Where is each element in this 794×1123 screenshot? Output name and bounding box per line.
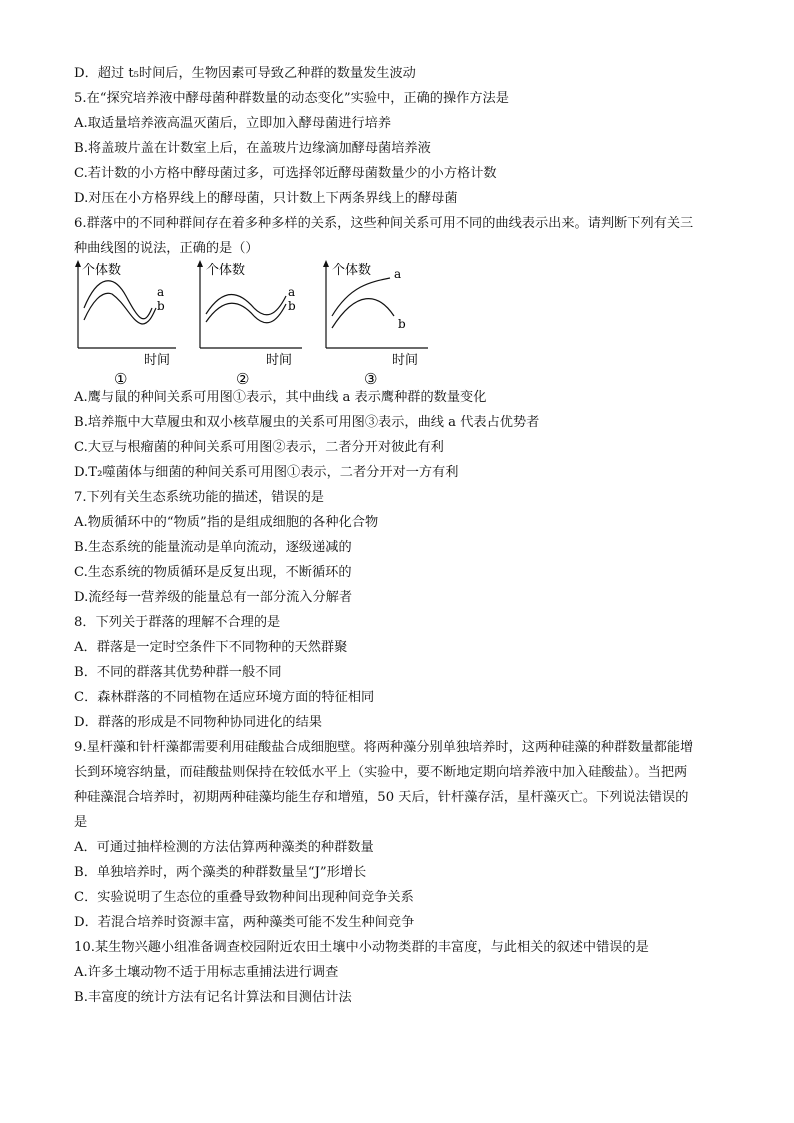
- text-line: A．可通过抽样检测的方法估算两种藻类的种群数量: [74, 840, 374, 855]
- y-axis-label: 个体数: [332, 263, 372, 278]
- curve-a-label: a: [288, 285, 296, 299]
- text-line: B．不同的群落其优势种群一般不同: [74, 665, 282, 680]
- text-line: D．群落的形成是不同物种协同进化的结果: [74, 715, 322, 730]
- curve-a: [332, 278, 390, 316]
- text-line: B.将盖玻片盖在计数室上后，在盖玻片边缘滴加酵母菌培养液: [74, 141, 431, 156]
- text-line: C.大豆与根瘤菌的种间关系可用图②表示，二者分开对彼此有利: [74, 440, 444, 455]
- text-line: 种硅藻混合培养时，初期两种硅藻均能生存和增殖，50 天后，针杆藻存活，星杆藻灭亡。下列说法错误的: [74, 790, 689, 805]
- text-line: B.生态系统的能量流动是单向流动，逐级递减的: [74, 540, 352, 555]
- figure-caption: ①: [114, 370, 128, 388]
- text-line: B．单独培养时，两个藻类的种群数量呈“J”形增长: [74, 865, 367, 880]
- text-line: D.对压在小方格界线上的酵母菌，只计数上下两条界线上的酵母菌: [74, 191, 458, 206]
- curve-a-label: a: [394, 267, 402, 281]
- text-line: 7.下列有关生态系统功能的描述，错误的是: [74, 490, 324, 505]
- figure-caption: ②: [236, 370, 250, 388]
- text-line: B.培养瓶中大草履虫和双小核草履虫的关系可用图③表示，曲线 a 代表占优势者: [74, 415, 540, 430]
- y-axis-arrow: [75, 260, 81, 267]
- curve-a: [206, 295, 286, 315]
- y-axis-arrow: [323, 260, 329, 267]
- y-axis-arrow: [197, 260, 203, 267]
- text-line: 8．下列关于群落的理解不合理的是: [74, 615, 281, 630]
- x-axis-label: 时间: [144, 353, 171, 368]
- text-line: A.物质循环中的“物质”指的是组成细胞的各种化合物: [74, 515, 379, 530]
- text-line: C.若计数的小方格中酵母菌过多，可选择邻近酵母菌数量少的小方格计数: [74, 166, 497, 181]
- text-line: A.许多土壤动物不适于用标志重捕法进行调查: [74, 965, 339, 980]
- x-axis-label: 时间: [266, 353, 293, 368]
- figure-2: [194, 256, 314, 388]
- curve-b: [206, 303, 286, 323]
- text-line: D．若混合培养时资源丰富，两种藻类可能不发生种间竞争: [74, 915, 415, 930]
- curve-b: [84, 293, 156, 324]
- text-line: 种曲线图的说法，正确的是（）: [74, 241, 259, 256]
- text-line: D．超过 t₅时间后，生物因素可导致乙种群的数量发生波动: [74, 66, 416, 81]
- figure-caption: ③: [364, 370, 378, 388]
- text-line: C.生态系统的物质循环是反复出现，不断循环的: [74, 565, 352, 580]
- text-line: D.T₂噬菌体与细菌的种间关系可用图①表示，二者分开对一方有利: [74, 465, 459, 480]
- curve-b-label: b: [398, 317, 406, 331]
- text-line: 6.群落中的不同种群间存在着多种多样的关系，这些种间关系可用不同的曲线表示出来。请判断下列有关三: [74, 216, 694, 231]
- y-axis-label: 个体数: [206, 263, 246, 278]
- text-line: 10.某生物兴趣小组准备调查校园附近农田土壤中小动物类群的丰富度，与此相关的叙述中错误的是: [74, 940, 649, 955]
- text-line: A．群落是一定时空条件下不同物种的天然群聚: [74, 640, 348, 655]
- x-axis-label: 时间: [392, 353, 419, 368]
- relationship-figures: [66, 256, 446, 388]
- text-line: A.取适量培养液高温灭菌后，立即加入酵母菌进行培养: [74, 116, 392, 131]
- text-line: A.鹰与鼠的种间关系可用图①表示，其中曲线 a 表示鹰种群的数量变化: [74, 390, 487, 405]
- text-line: 长到环境容纳量，而硅酸盐则保持在较低水平上（实验中，要不断地定期向培养液中加入硅酸盐）。当把两: [74, 765, 688, 780]
- text-line: B.丰富度的统计方法有记名计算法和目测估计法: [74, 990, 352, 1005]
- text-line: C．森林群落的不同植物在适应环境方面的特征相同: [74, 690, 375, 705]
- text-line: 是: [74, 815, 88, 830]
- text-line: 9.星杆藻和针杆藻都需要利用硅酸盐合成细胞壁。将两种藻分别单独培养时，这两种硅藻的种群数量都能增: [74, 740, 694, 755]
- text-line: 5.在“探究培养液中酵母菌种群数量的动态变化”实验中，正确的操作方法是: [74, 91, 509, 106]
- curve-b-label: b: [288, 299, 296, 313]
- text-line: D.流经每一营养级的能量总有一部分流入分解者: [74, 590, 353, 605]
- figure-1: [66, 256, 186, 388]
- figure-3: [320, 256, 440, 388]
- y-axis-label: 个体数: [82, 263, 122, 278]
- curve-a-label: a: [157, 285, 165, 299]
- curve-b-label: b: [157, 299, 165, 313]
- text-line: C．实验说明了生态位的重叠导致物种间出现种间竞争关系: [74, 890, 414, 905]
